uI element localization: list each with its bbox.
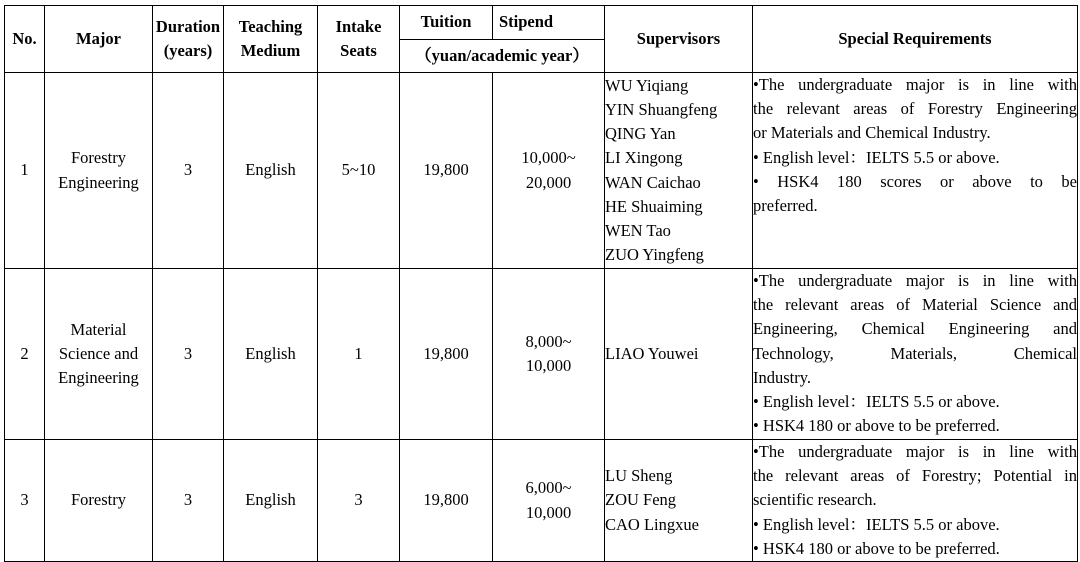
requirements-cell: •The undergraduate major is in line with the relevant areas of Material Science and Engineering, Chemical Engineering and Technology, Materials, Chemical Industry. • English level：IELTS 5.5 or above. • HSK4 180 or above to be preferred.	[753, 269, 1078, 440]
seats-cell: 3	[318, 440, 400, 562]
table-row	[5, 269, 1078, 440]
programs-table	[4, 5, 1078, 562]
major-cell: Forestry Engineering	[45, 73, 153, 269]
row-number: 2	[5, 269, 45, 440]
header-teaching-medium: Teaching Medium	[224, 6, 318, 73]
medium-cell: English	[224, 440, 318, 562]
stipend-cell: 6,000~ 10,000	[493, 440, 605, 562]
stipend-cell: 8,000~ 10,000	[493, 269, 605, 440]
requirements-cell: •The undergraduate major is in line with the relevant areas of Forestry; Potential in scientific research. • English level：IELTS 5.5 or above. • HSK4 180 or above to be preferred.	[753, 440, 1078, 562]
header-supervisors: Supervisors	[605, 6, 753, 73]
supervisors-cell: WU Yiqiang YIN Shuangfeng QING Yan LI Xingong WAN Caichao HE Shuaiming WEN Tao ZUO Yingfeng	[605, 73, 753, 269]
table-row	[5, 73, 1078, 269]
medium-cell: English	[224, 73, 318, 269]
supervisors-cell: LU Sheng ZOU Feng CAO Lingxue	[605, 440, 753, 562]
header-fee-unit: （yuan/academic year）	[400, 40, 605, 73]
table-row	[5, 440, 1078, 562]
tuition-cell: 19,800	[400, 73, 493, 269]
header-stipend: Stipend	[493, 6, 605, 40]
header-major: Major	[45, 6, 153, 73]
tuition-cell: 19,800	[400, 269, 493, 440]
header-duration: Duration (years)	[153, 6, 224, 73]
duration-cell: 3	[153, 73, 224, 269]
header-tuition: Tuition	[400, 6, 493, 40]
header-no: No.	[5, 6, 45, 73]
row-number: 3	[5, 440, 45, 562]
header-row	[5, 6, 1078, 40]
stipend-cell: 10,000~ 20,000	[493, 73, 605, 269]
tuition-cell: 19,800	[400, 440, 493, 562]
duration-cell: 3	[153, 269, 224, 440]
supervisors-cell: LIAO Youwei	[605, 269, 753, 440]
header-special-requirements: Special Requirements	[753, 6, 1078, 73]
row-number: 1	[5, 73, 45, 269]
major-cell: Forestry	[45, 440, 153, 562]
seats-cell: 1	[318, 269, 400, 440]
major-cell: Material Science and Engineering	[45, 269, 153, 440]
medium-cell: English	[224, 269, 318, 440]
requirements-cell: •The undergraduate major is in line with the relevant areas of Forestry Engineering or Materials and Chemical Industry. • English level：IELTS 5.5 or above. • HSK4 180 scores or above to be preferred.	[753, 73, 1078, 269]
header-intake-seats: Intake Seats	[318, 6, 400, 73]
seats-cell: 5~10	[318, 73, 400, 269]
duration-cell: 3	[153, 440, 224, 562]
